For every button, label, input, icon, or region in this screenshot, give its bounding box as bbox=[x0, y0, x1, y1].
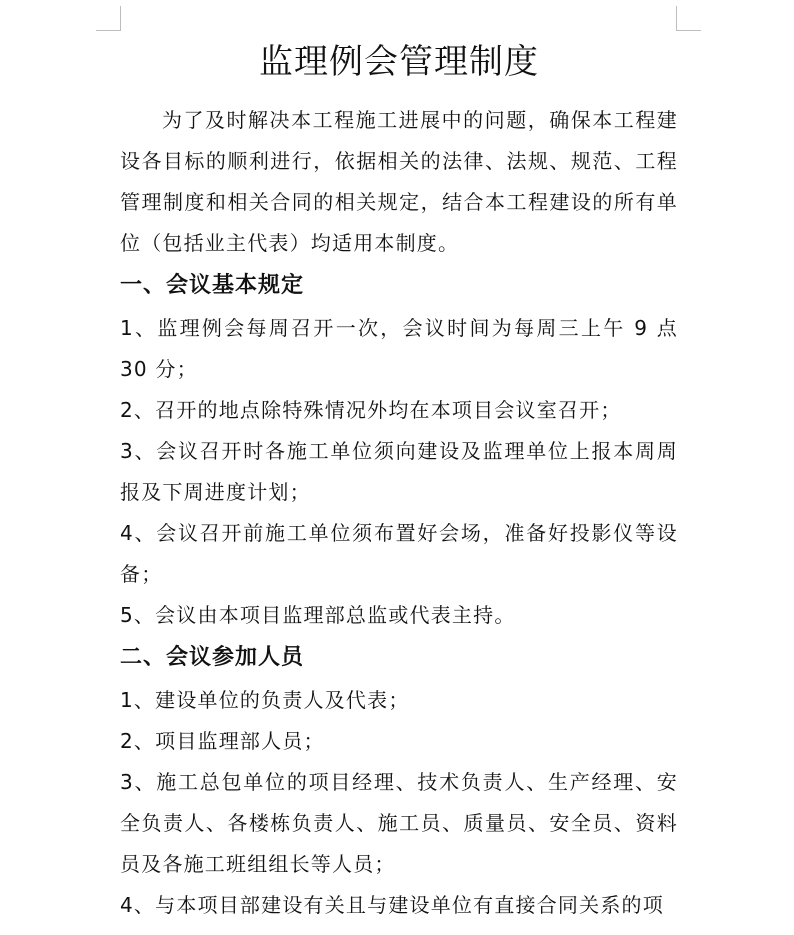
list-item: 1、监理例会每周召开一次，会议时间为每周三上午 9 点 30 分； bbox=[120, 316, 678, 381]
list-item: 2、项目监理部人员； bbox=[120, 729, 325, 753]
list-item: 4、会议召开前施工单位须布置好会场，准备好投影仪等设备； bbox=[120, 521, 678, 586]
crop-mark-top-right bbox=[676, 6, 701, 31]
section-heading-basic-rules: 一、会议基本规定 bbox=[120, 273, 305, 298]
section-heading-attendees: 二、会议参加人员 bbox=[120, 645, 305, 670]
list-item: 5、会议由本项目监理部总监或代表主持。 bbox=[120, 603, 516, 627]
list-item: 3、会议召开时各施工单位须向建设及监理单位上报本周周报及下周进度计划； bbox=[120, 439, 678, 504]
document-body bbox=[120, 38, 678, 926]
crop-mark-top-left bbox=[96, 6, 121, 31]
list-item: 1、建设单位的负责人及代表； bbox=[120, 688, 410, 712]
list-item: 3、施工总包单位的项目经理、技术负责人、生产经理、安全负责人、各楼栋负责人、施工员、质量员、安全员、资料员及各施工班组组长等人员； bbox=[120, 770, 678, 876]
document-title: 监理例会管理制度 bbox=[259, 42, 539, 82]
list-item: 2、召开的地点除特殊情况外均在本项目会议室召开； bbox=[120, 398, 622, 422]
intro-paragraph: 为了及时解决本工程施工进展中的问题，确保本工程建设各目标的顺利进行，依据相关的法律、法规、规范、工程管理制度和相关合同的相关规定，结合本工程建设的所有单位（包括业主代表）均适用本制度。 bbox=[120, 108, 678, 255]
list-item: 4、与本项目部建设有关且与建设单位有直接合同关系的项 bbox=[120, 893, 664, 917]
